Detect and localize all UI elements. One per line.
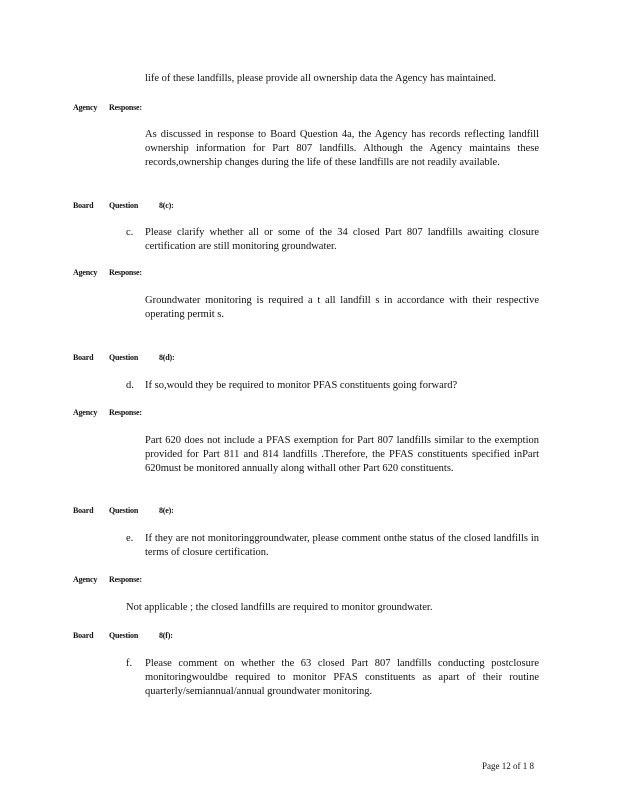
- agency-response-text: Part 620 does not include a PFAS exemption for Part 807 landfills similar to the exemption provided for Part 811 and 814 landfills .Therefore, the PFAS constituents specified inPart 620must be monitored annually along withall other Part 620 constituents.: [145, 435, 539, 474]
- agency-label: Agency: [73, 408, 98, 417]
- response-label: Response:: [109, 268, 142, 277]
- agency-label: Agency: [73, 103, 98, 112]
- board-question-text: [126, 657, 539, 699]
- board-label: Board: [73, 353, 94, 362]
- agency-response-label: [73, 103, 142, 112]
- board-label: Board: [73, 506, 94, 515]
- board-label: Board: [73, 631, 94, 640]
- response-label: Response:: [109, 408, 142, 417]
- agency-response-text: As discussed in response to Board Question 4a, the Agency has records reflecting landfill ownership information for Part 807 landfills. Although the Agency maintains these records,ownership changes during the life of these landfills are not readily available.: [145, 129, 539, 168]
- board-question-label: [73, 353, 174, 362]
- agency-label: Agency: [73, 268, 98, 277]
- agency-response-label: [73, 575, 142, 584]
- intro-paragraph: life of these landfills, please provide all ownership data the Agency has maintained.: [145, 73, 497, 84]
- question-label: Question: [109, 353, 139, 362]
- agency-label: Agency: [73, 575, 98, 584]
- board-label: Board: [73, 201, 94, 210]
- question-label: Question: [109, 506, 139, 515]
- board-question-label: [73, 506, 174, 515]
- board-question-text: [126, 532, 539, 560]
- agency-response-label: [73, 408, 142, 417]
- agency-response-text: Not applicable ; the closed landfills are required to monitor groundwater.: [126, 602, 433, 613]
- agency-response-text: Groundwater monitoring is required a t all landfill s in accordance with their respective operating permit s.: [145, 295, 539, 320]
- board-question-text: [126, 226, 539, 254]
- response-label: Response:: [109, 575, 142, 584]
- board-question-text: [126, 379, 539, 393]
- question-letter: c.: [126, 227, 134, 238]
- question-number: 8(c):: [159, 201, 174, 210]
- question-letter: e.: [126, 533, 134, 544]
- question-body: If so,would they be required to monitor PFAS constituents going forward?: [145, 380, 458, 391]
- question-body: Please comment on whether the 63 closed Part 807 landfills conducting postclosure monitoringwouldbe required to monitor PFAS constituents as apart of their routine quarterly/semiannual/annual groundwater monitoring.: [145, 658, 539, 697]
- board-question-label: [73, 631, 173, 640]
- question-letter: f.: [126, 658, 133, 669]
- question-letter: d.: [126, 380, 134, 391]
- question-number: 8(f):: [159, 631, 173, 640]
- question-body: Please clarify whether all or some of the 34 closed Part 807 landfills awaiting closure certification are still monitoring groundwater.: [145, 227, 539, 252]
- question-label: Question: [109, 631, 139, 640]
- page-number: Page 12 of 1 8: [482, 761, 534, 771]
- agency-response-label: [73, 268, 142, 277]
- question-body: If they are not monitoringgroundwater, please comment onthe status of the closed landfills in terms of closure certification.: [145, 533, 539, 558]
- board-question-label: [73, 201, 174, 210]
- question-label: Question: [109, 201, 139, 210]
- response-label: Response:: [109, 103, 142, 112]
- question-number: 8(e):: [159, 506, 174, 515]
- question-number: 8(d):: [159, 353, 175, 362]
